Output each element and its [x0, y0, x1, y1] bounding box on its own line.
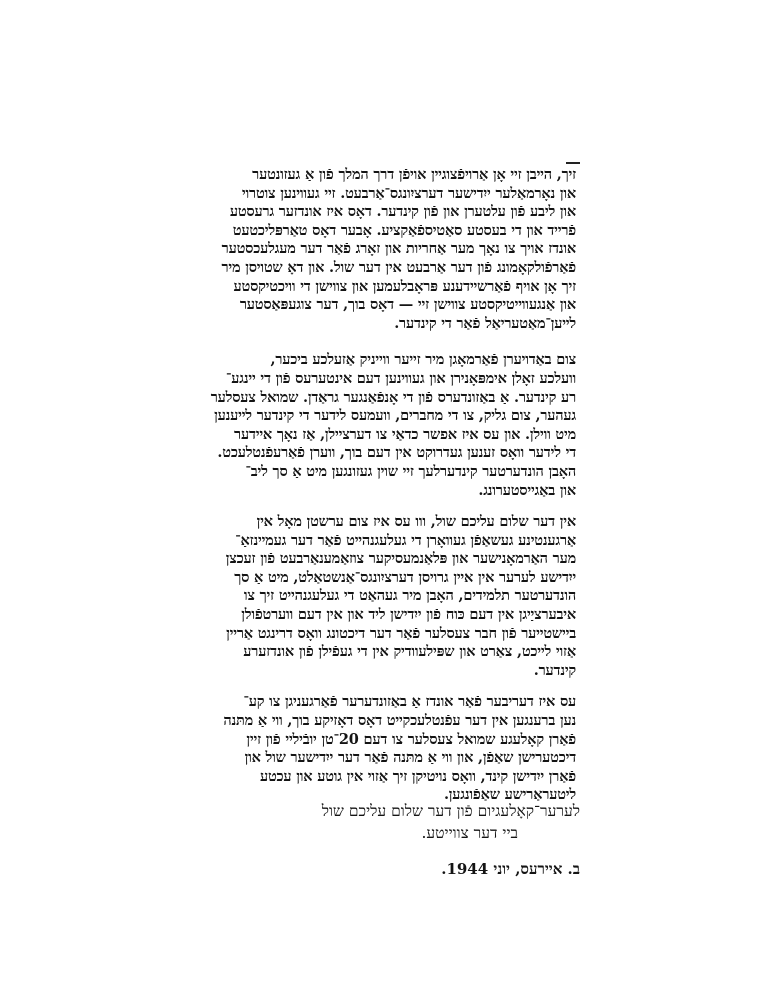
text-line: פֿאַרפֿולקאָמונג פֿון דער אַרבעט אין דער שול. און דאָ שטויסן מיר [221, 258, 576, 276]
text-line: מיט ווילן. און עס איז אפשר כדאַי צו דערציילן, אַז נאָך איידער [234, 425, 576, 443]
text-line: און נאָרמאַלער ייִדישער דערציִונגס־אַרבעט. זיי געווינען צוטרוי [241, 184, 576, 202]
text-line: פֿאַרן קאָלעגע שמואל צעסלער צו דעם 20־טן יובֿיליי פֿון זיין [246, 730, 576, 748]
text-line: און ליבע פֿון עלטערן און פֿון קינדער. דאָס איז אונדזער גרעסטע [229, 203, 576, 221]
section-dash-mark [566, 162, 580, 164]
text-line: עס איז דעריבער פֿאַר אונדז אַ באַזונדערער פֿאַרגעניגן צו קע־ [243, 693, 576, 711]
paragraph-2 [190, 351, 576, 500]
text-line: הונדערטער תלמידים, האָבן מיר געהאַט די געלעגנהייט זיך צו [243, 587, 576, 605]
text-line: רע קינדער. אַ באַזונדערס פֿון די אָנפֿאַנגער גראַדן. שמואל צעסלער [210, 388, 576, 406]
text-line: אַרגענטינע געשאַפֿן געוואָרן די געלעגנהייט פֿאַר דער געמיינזאַ־ [235, 531, 576, 549]
text-line: ליטעראַרישע שאַפֿונגען. [443, 786, 576, 804]
text-line: נען ברענגען אין דער עפֿנטלעכקייט דאָס דאָזיקע בוך, ווי אַ מתּנה [223, 712, 576, 730]
text-line: און באַגייסטערונג. [478, 481, 576, 499]
body-text [190, 166, 576, 818]
text-line: מער האַרמאָנישער און פּלאַנמעסיקער צוזאַמענאַרבעט פֿון זעכצן [225, 550, 576, 568]
text-line: פֿאַרן ייִדישן קינד, וואָס נויטיקן זיך אַזוי אין גוטע און עכטע [259, 767, 576, 785]
text-line: ביישטייער פֿון חבר צעסלער פֿאַר דער דיכטונג וואָס דרינגט אַריין [226, 624, 576, 642]
text-line: אונדז אויך צו נאָך מער אַחריות און זאָרג פֿאַר דער מעגלעכסטער [221, 240, 576, 258]
place-and-date: ב. איירעס, יוני 1944. [441, 860, 580, 878]
text-line: אין דער שלום עליכם שול, ווו עס איז צום ערשטן מאָל אין [256, 513, 576, 531]
paragraph-3 [190, 513, 576, 680]
paragraph-4 [190, 693, 576, 805]
text-line: האָבן הונדערטער קינדערלעך זיי שוין געזונגען מיט אַ סך ליב־ [245, 462, 576, 480]
text-line: ייִדישע לערער אין איין גרויסן דערציִונגס־אַנשטאַלט, מיט אַ סך [234, 568, 576, 586]
text-line: צום באַדויערן פֿאַרמאָגן מיר זייער ווייניק אַזעלכע ביכער, [270, 351, 576, 369]
text-line: פֿרייד און די בעסטע סאַטיספֿאַקציע. אָבער דאָס טאַרפּליכטעט [232, 221, 576, 239]
text-line: וועלכע זאָלן אימפּאָנירן און געווינען דעם אינטערעס פֿון די יינגע־ [225, 369, 576, 387]
text-line: אַזוי לייכט, צאַרט און שפּילעוודיק אין די געפֿילן פֿון אונדזערע [243, 643, 576, 661]
closing-signature-line-1: לערער־קאָלעגיום פֿון דער שלום עליכם שול [321, 802, 580, 820]
text-line: דיכטערישן שאַפֿן, און ווי אַ מתּנה פֿאַר דער ייִדישער שול און [244, 749, 576, 767]
paragraph-1 [190, 166, 576, 333]
text-line: די לידער וואָס זענען געדרוקט אין דעם בוך, ווערן פֿאַרעפֿנטלעכט. [217, 444, 576, 462]
text-line: קינדער. [533, 661, 576, 679]
text-line: איבערציַיגן אין דעם כּוח פֿון ייִדישן ליד און אין דעם ווערטפֿולן [241, 606, 576, 624]
closing-signature-line-2: ביי דער צווייטע. [421, 824, 518, 842]
text-line: געהער, צום גליק, צו די מחברים, וועמעס לידער די קינדער לייענען [214, 407, 576, 425]
text-line: און אַנגעווייטיקסטע צווישן זיי — דאָס בוך, דער צוגעפּאַסטער [239, 296, 576, 314]
text-line: זיך אָן אויף פֿאַרשיידענע פּראָבלעמען און צווישן די וויכטיקסטע [233, 277, 576, 295]
text-line: לייען־מאַטעריאַל פֿאַר די קינדער. [394, 314, 576, 332]
text-line: זיך, הייבן זיי אָן אַרויפֿצוגיין אויפֿן דרך המלך פֿון אַ געזונטער [252, 166, 576, 183]
